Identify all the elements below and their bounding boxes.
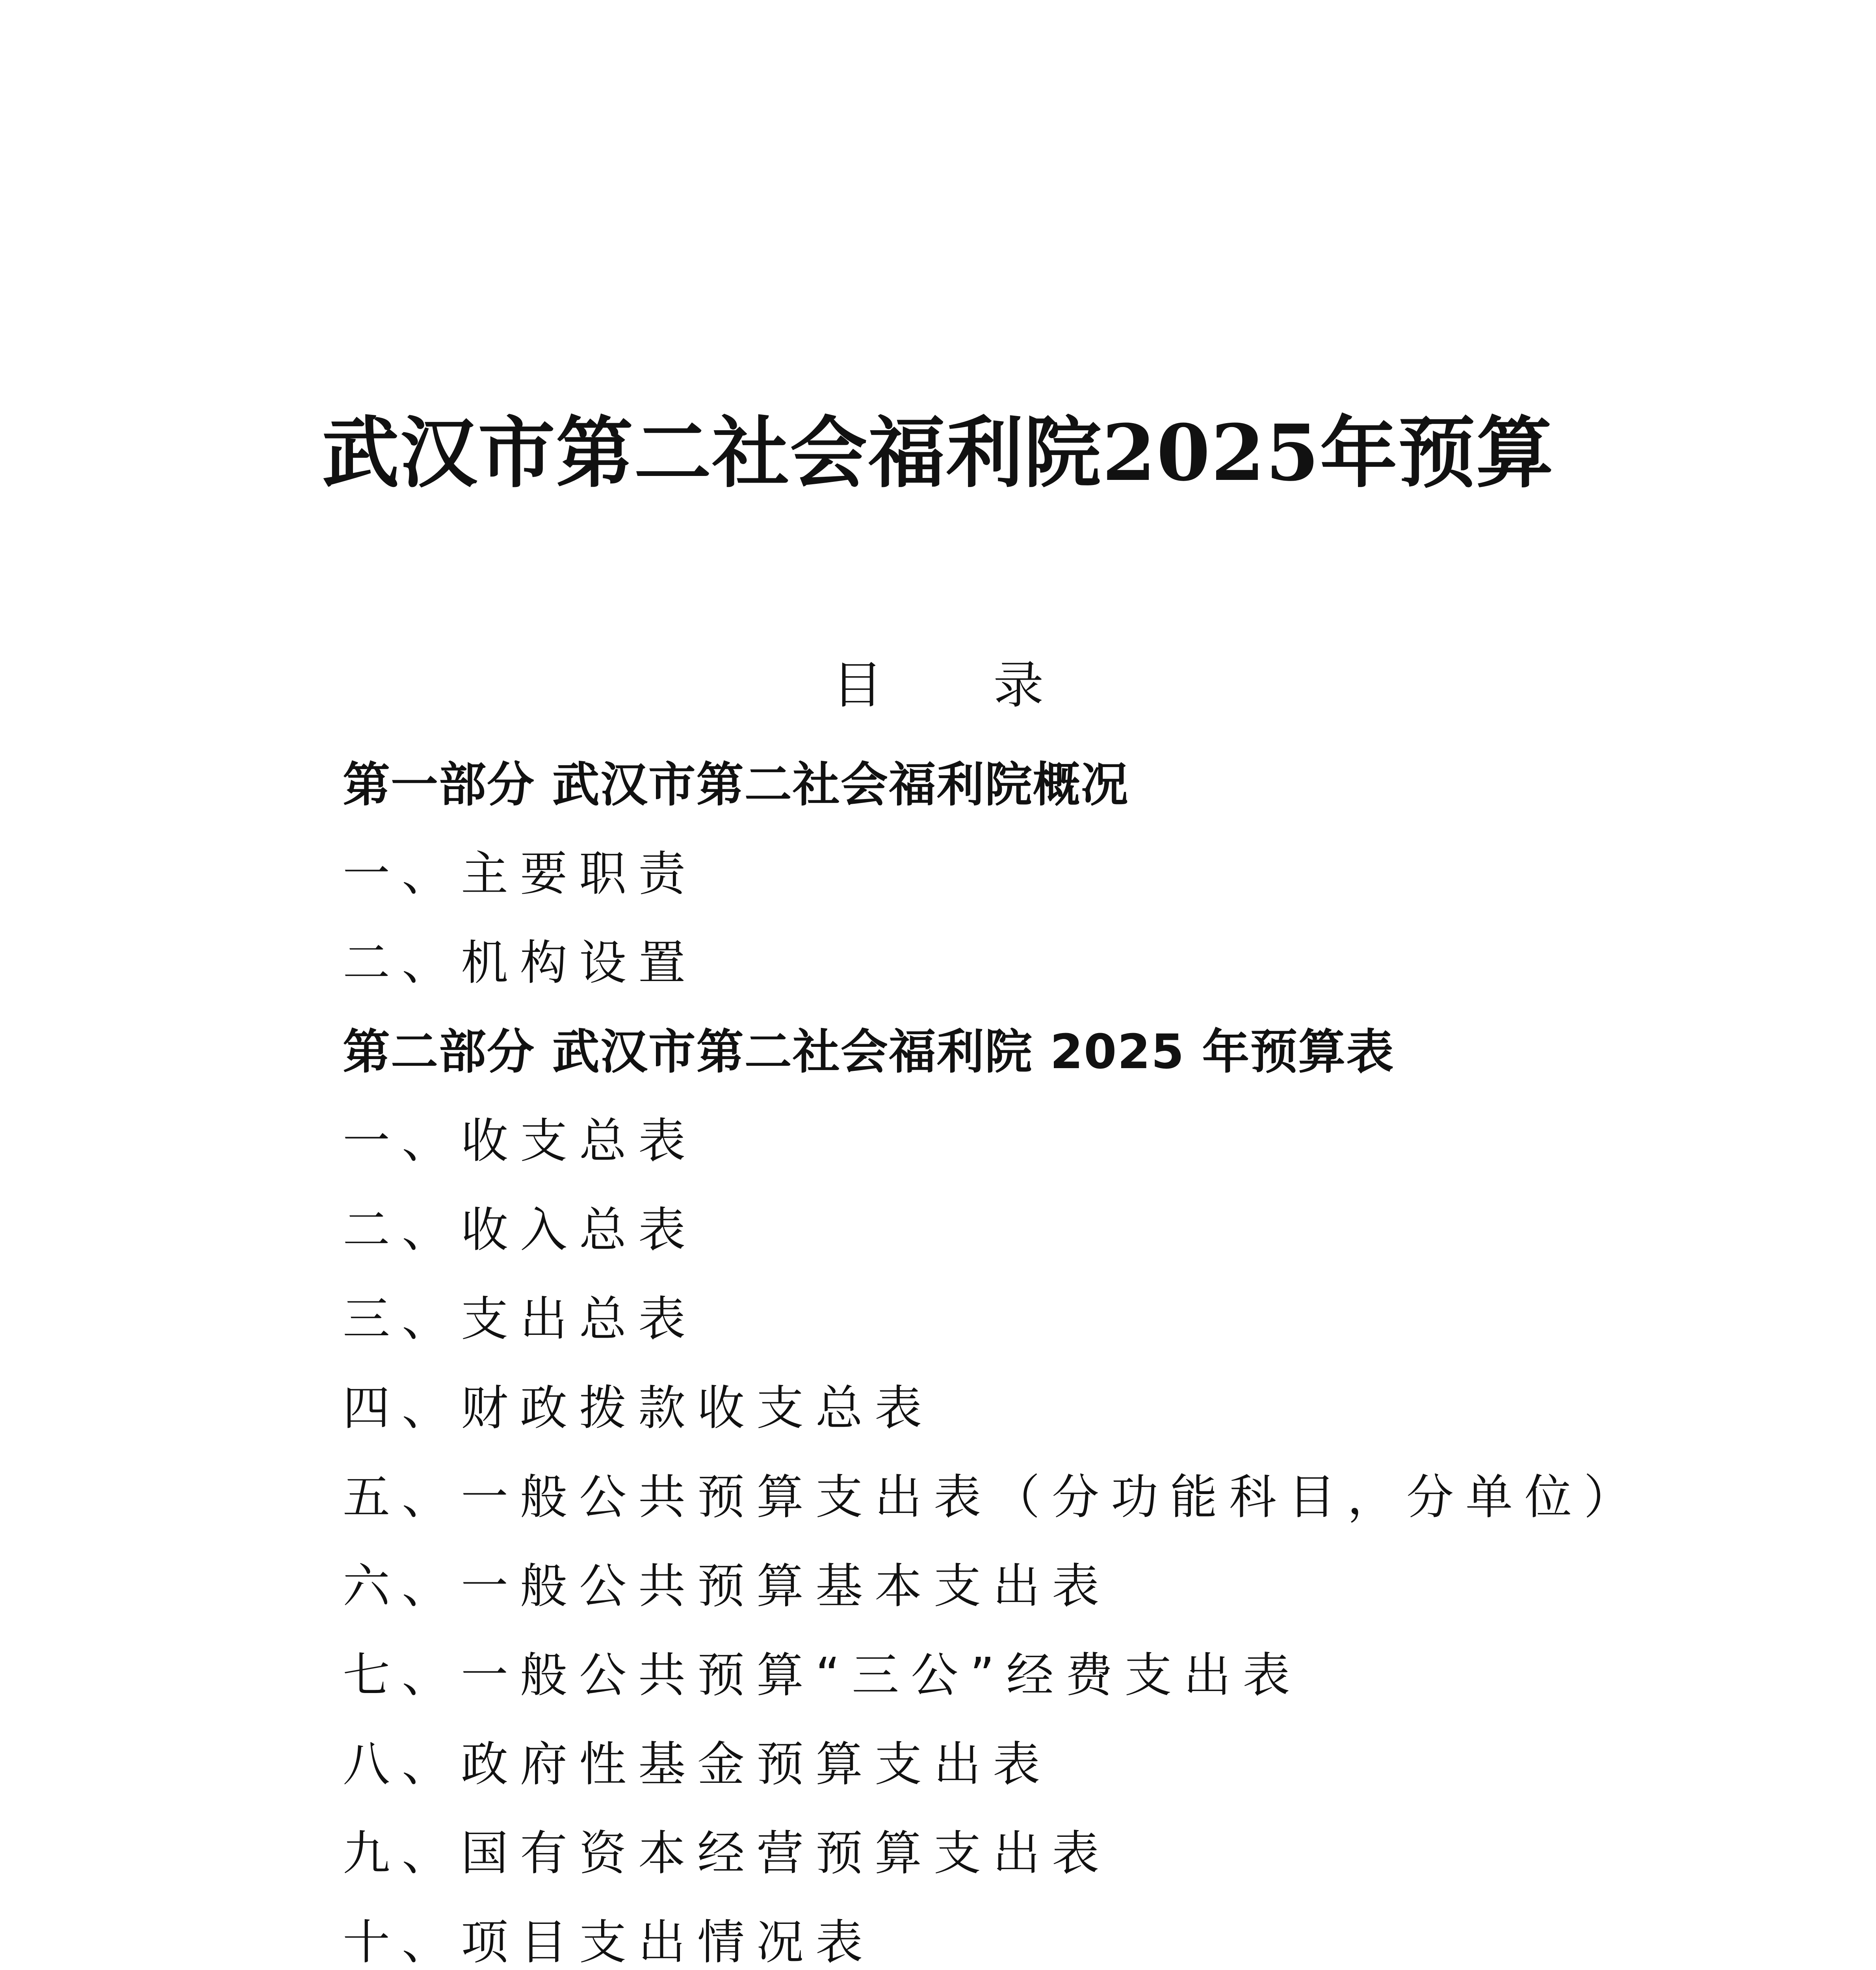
toc-entry: 五、一般公共预算支出表（分功能科目，分单位） — [343, 1470, 1643, 1525]
toc-part-1-heading: 第一部分 武汉市第二社会福利院概况 — [343, 758, 1129, 812]
toc-entry: 三、支出总表 — [343, 1292, 697, 1347]
toc-entry: 一、主要职责 — [343, 847, 697, 901]
toc-part-2-heading: 第二部分 武汉市第二社会福利院 2025 年预算表 — [343, 1025, 1395, 1080]
toc-entry: 九、国有资本经营预算支出表 — [343, 1826, 1111, 1881]
toc-entry: 十、项目支出情况表 — [343, 1915, 875, 1970]
toc-entry: 八、政府性基金预算支出表 — [343, 1737, 1052, 1792]
toc-entry: 七、一般公共预算“三公”经费支出表 — [343, 1648, 1302, 1703]
toc-entry: 二、收入总表 — [343, 1203, 697, 1258]
toc-entry: 二、机构设置 — [343, 936, 697, 991]
toc-entry: 六、一般公共预算基本支出表 — [343, 1559, 1111, 1614]
document-title: 武汉市第二社会福利院2025年预算 — [322, 408, 1554, 498]
toc-entry: 一、收支总表 — [343, 1114, 697, 1169]
toc-heading: 目 录 — [832, 656, 1091, 715]
toc-entry: 四、财政拨款收支总表 — [343, 1381, 934, 1436]
table-of-contents — [343, 741, 1722, 1970]
